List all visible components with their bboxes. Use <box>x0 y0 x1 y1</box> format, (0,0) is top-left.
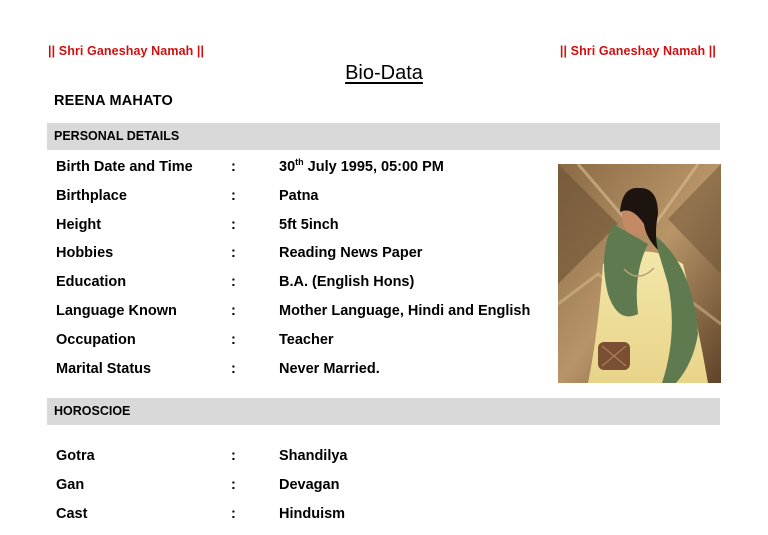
row-label: Gan <box>56 476 85 493</box>
value-day: 30 <box>279 159 296 175</box>
row-value <box>279 159 444 175</box>
row-value: Devagan <box>279 476 340 493</box>
row-label: Cast <box>56 505 88 522</box>
row-separator: : <box>231 331 236 348</box>
row-occupation <box>56 330 556 359</box>
row-value: 5ft 5inch <box>279 216 339 233</box>
row-value: Never Married. <box>279 360 380 377</box>
row-label: Height <box>56 216 102 233</box>
row-separator: : <box>231 505 236 522</box>
row-marital-status <box>56 359 556 388</box>
row-hobbies <box>56 243 556 272</box>
row-label: Occupation <box>56 331 136 348</box>
row-label: Birthplace <box>56 187 127 204</box>
row-separator: : <box>231 159 236 175</box>
row-separator: : <box>231 274 236 291</box>
value-rest: July 1995, 05:00 PM <box>303 159 444 175</box>
row-separator: : <box>231 360 236 377</box>
row-label: Education <box>56 274 127 291</box>
person-name: REENA MAHATO <box>54 93 173 109</box>
value-day-suffix: th <box>295 157 304 168</box>
row-education <box>56 272 556 301</box>
section-horoscope-title: HOROSCIOE <box>54 404 131 418</box>
row-value: Mother Language, Hindi and English <box>279 302 531 319</box>
row-gotra <box>56 446 556 475</box>
row-value: Reading News Paper <box>279 245 423 262</box>
horoscope-list <box>56 446 556 532</box>
row-separator: : <box>231 302 236 319</box>
row-language-known <box>56 301 556 330</box>
row-value: Hinduism <box>279 505 346 522</box>
blessing-right: || Shri Ganeshay Namah || <box>559 44 716 58</box>
row-label: Marital Status <box>56 360 152 377</box>
row-value: Teacher <box>279 331 334 348</box>
document-title: Bio-Data <box>345 62 423 84</box>
row-value: Shandilya <box>279 448 348 464</box>
row-label: Language Known <box>56 302 177 319</box>
row-separator: : <box>231 448 236 464</box>
row-value: Patna <box>279 187 319 204</box>
row-cast <box>56 504 556 533</box>
row-separator: : <box>231 245 236 262</box>
section-horoscope <box>47 398 720 425</box>
row-birthplace <box>56 186 556 215</box>
profile-photo <box>558 164 721 383</box>
row-separator: : <box>231 476 236 493</box>
blessing-left: || Shri Ganeshay Namah || <box>48 44 205 58</box>
row-separator: : <box>231 216 236 233</box>
section-personal-title: PERSONAL DETAILS <box>54 129 180 143</box>
row-label: Gotra <box>56 448 95 464</box>
row-birth-date <box>56 157 556 186</box>
row-value: B.A. (English Hons) <box>279 274 415 291</box>
row-separator: : <box>231 187 236 204</box>
row-gan <box>56 475 556 504</box>
row-label: Hobbies <box>56 245 114 262</box>
personal-details-list <box>56 157 556 387</box>
section-personal-details <box>47 123 720 150</box>
row-height <box>56 215 556 244</box>
row-label: Birth Date and Time <box>56 159 193 175</box>
